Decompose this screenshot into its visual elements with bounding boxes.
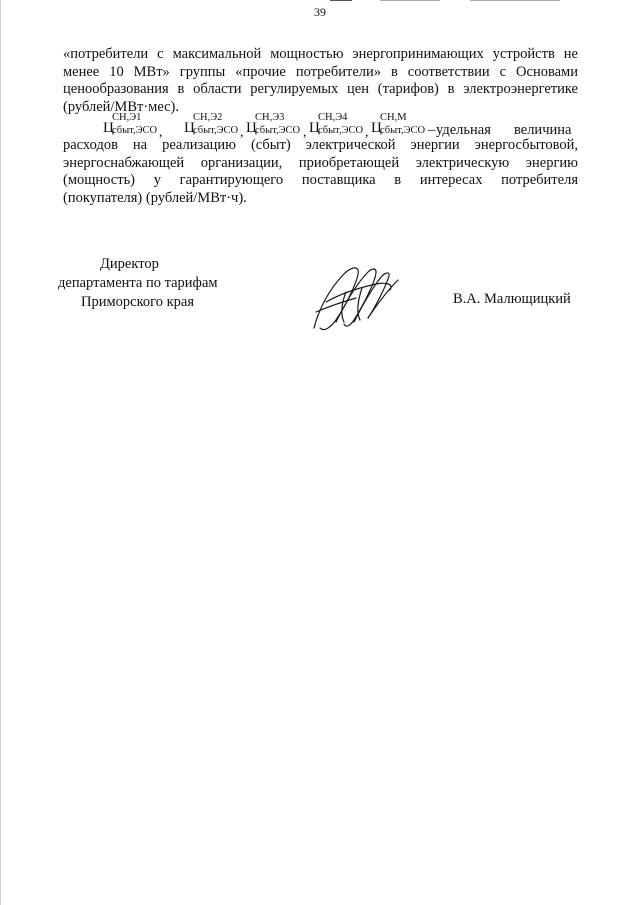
paragraph-formula-definition — [63, 113, 578, 207]
signer-title — [58, 255, 218, 312]
signer-title-line: Директор — [100, 256, 159, 272]
formula-symbol: Ц СН,Э4 сбыт,ЭСО — [309, 112, 364, 136]
text-line: менее 10 МВт» группы «прочие потребители» в соответствии с Основами — [63, 63, 578, 80]
text-line: расходов на реализацию (сбыт) электрической энергии энергосбытовой, — [63, 137, 578, 153]
formula-symbol: Ц СН,М сбыт,ЭСО — [371, 112, 426, 136]
scan-top-mark — [380, 0, 440, 1]
formula-separator: , — [240, 125, 244, 140]
scan-top-mark — [470, 0, 560, 1]
text-line: (рублей/МВт·мес). — [63, 98, 180, 115]
scan-top-mark — [330, 0, 352, 1]
text-line: (покупателя) (рублей/МВт·ч). — [63, 189, 247, 206]
formula-separator: , — [159, 125, 163, 140]
handwritten-signature — [306, 262, 406, 334]
signer-title-line: Приморского края — [81, 294, 195, 310]
formula-symbol: Ц СН,Э3 сбыт,ЭСО — [246, 112, 301, 136]
formula-separator: , — [303, 125, 307, 140]
formula-symbol: Ц СН,Э2 сбыт,ЭСО — [184, 112, 239, 136]
signer-title-line: департамента по тарифам — [58, 275, 218, 291]
text-line: энергоснабжающей организации, приобретающей электрическую энергию — [63, 154, 578, 171]
text-line: «потребители с максимальной мощностью энергопринимающих устройств не — [63, 46, 578, 62]
formula-separator: , — [365, 125, 369, 140]
formula-word: удельная — [436, 122, 491, 138]
formula-dash: – — [428, 122, 436, 138]
formula-row — [63, 112, 578, 140]
text-line: (мощность) у гарантирующего поставщика в интересах потребителя — [63, 172, 578, 188]
formula-word: величина — [514, 122, 572, 138]
text-line: ценообразования в области регулируемых цен (тарифов) в электроэнергетике — [63, 81, 578, 97]
scan-left-edge — [0, 0, 1, 905]
formula-symbol: Ц СН,Э1 сбыт,ЭСО — [103, 112, 158, 136]
signer-name: В.А. Малющицкий — [453, 291, 571, 307]
paragraph-consumer-group — [63, 46, 578, 116]
page-number: 39 — [314, 5, 326, 19]
